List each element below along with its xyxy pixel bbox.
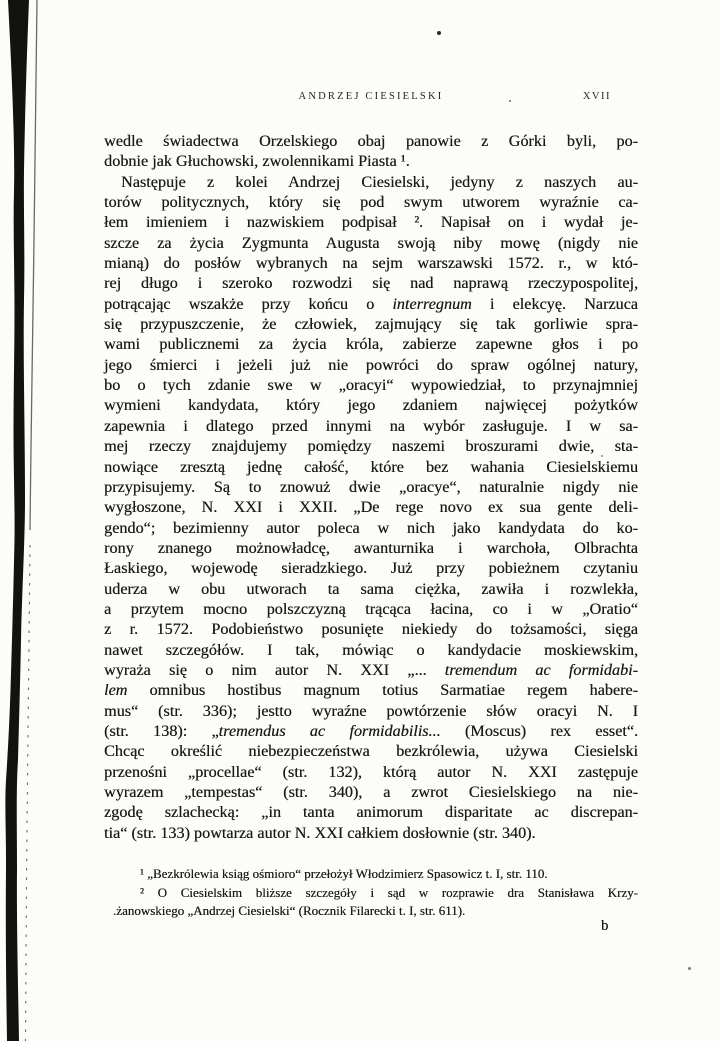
body-text-line: [104, 151, 638, 171]
text-segment: przypisujemy. Są to znowuż dwie „oracye“, naturalnie nigdy nie: [104, 477, 638, 496]
body-text-line: [104, 253, 638, 273]
body-text-line: [104, 640, 638, 660]
text-segment: z r. 1572. Podobieństwo posunięte niekiedy do tożsamości, sięga: [104, 620, 638, 639]
text-segment: rony znanego możnowładcę, awanturnika i warchoła, Olbrachta: [104, 538, 638, 557]
body-text-line: [104, 823, 638, 843]
body-text-line: [104, 375, 638, 395]
text-segment: dobnie jak Głuchowski, zwolennikami Piasta ¹.: [104, 152, 410, 171]
running-title: ANDRZEJ CIESIELSKI: [298, 91, 444, 102]
body-text-line: [104, 395, 638, 415]
text-segment: bo o tych zdanie swe w „oracyi“ wypowiedział, to przynajmniej: [104, 376, 638, 395]
body-text-line: [104, 558, 638, 578]
text-segment: mej rzeczy znajdujemy pomiędzy naszemi broszurami dwie, sta-: [104, 437, 638, 456]
body-text-line: [104, 457, 638, 477]
signature-mark: b: [601, 918, 609, 934]
text-segment: wygłoszone, N. XXI i XXII. „De rege novo ex sua gente deli-: [104, 498, 638, 517]
scan-speck: [509, 100, 511, 102]
text-segment: nawet szczegółów. I tak, mówiąc o kandydacie moskiewskim,: [104, 640, 638, 659]
body-text-line: [104, 518, 638, 538]
footnote-line: [113, 865, 638, 884]
body-text-line: [104, 802, 638, 822]
text-segment: .żanowskiego „Andrzej Ciesielski“ (Rocznik Filarecki t. I, str. 611).: [113, 903, 466, 919]
body-text-line: [104, 762, 638, 782]
body-text-line: [104, 436, 638, 456]
text-segment: uderza w obu utworach ta sama ciężka, zawiła i rozwlekła,: [104, 579, 638, 598]
italic-text-segment: tremendum ac formidabi-: [444, 660, 638, 679]
body-text-line: [104, 192, 638, 212]
text-segment: i elekcyę. Narzuca: [471, 294, 638, 313]
body-text-line: [104, 721, 638, 741]
text-segment: wyrazem „tempestas“ (str. 340), a zwrot Ciesielskiego na nie-: [104, 783, 638, 801]
text-segment: wami publicznemi za życia króla, zabierze zapewne głos i po: [104, 335, 638, 354]
text-segment: wyraża się o nim autor N. XXI „...: [104, 660, 445, 679]
gutter-shadow-band: [5, 0, 29, 1041]
text-segment: ² O Ciesielskim bliższe szczegóły i sąd w rozprawie dra Stanisława Krzy-: [140, 884, 638, 900]
text-segment: Łaskiego, wojewodę sieradzkiego. Już przy pobieżnem czytaniu: [104, 559, 638, 578]
text-segment: ¹ „Bezkrólewia ksiąg ośmioro“ przełożył Włodzimierz Spasowicz t. I, str. 110.: [140, 866, 548, 881]
body-text-line: [104, 579, 638, 599]
italic-text-segment: lem: [104, 681, 128, 700]
body-text-line: [104, 497, 638, 517]
text-segment: torów politycznych, który się pod swym utworem wyraźnie ca-: [104, 193, 638, 212]
binding-gutter-artifact: [0, 0, 52, 1041]
text-segment: gendo“; bezimienny autor poleca w nich jako kandydata do ko-: [104, 518, 638, 537]
text-segment: tia“ (str. 133) powtarza autor N. XXI całkiem dosłownie (str. 340).: [104, 823, 536, 842]
text-segment: nowiące zresztą jednę całość, które bez wahania Ciesielskiemu: [104, 457, 638, 476]
text-segment: jego śmierci i jeżeli już nie powróci do spraw ogólnej natury,: [104, 355, 638, 374]
footnote-line: [113, 902, 638, 921]
text-segment: wedle świadectwa Orzelskiego obaj panowie z Górki byli, po-: [104, 132, 638, 150]
body-text-line: [104, 212, 638, 232]
body-text-line: [104, 416, 638, 436]
text-segment: szcze za życia Zygmunta Augusta swoją niby mowę (nigdy nie: [104, 233, 638, 252]
scan-speck: [437, 31, 441, 35]
text-segment: omnibus hostibus magnum totius Sarmatiae regem habere-: [127, 681, 638, 700]
body-text-line: [104, 477, 638, 497]
text-segment: Chcąc określić niebezpieczeństwa bezkrólewia, używa Ciesielski: [104, 742, 638, 761]
scan-speck: [601, 455, 603, 457]
text-segment: wymieni kandydata, który jego zdaniem najwięcej pożytków: [104, 396, 638, 415]
gutter-crease-line-dashed: [26, 545, 31, 1041]
body-text-line: [104, 538, 638, 558]
text-segment: łem imieniem i nazwiskiem podpisał ². Napisał on i wydał je-: [104, 213, 638, 232]
scan-speck: [688, 967, 691, 970]
text-segment: (str. 138): „: [104, 721, 219, 740]
text-segment: (Moscus) rex esset“.: [440, 721, 638, 740]
body-text: [104, 131, 638, 843]
gutter-crease-line: [30, 0, 37, 530]
body-text-line: [104, 334, 638, 354]
body-text-line: [104, 680, 638, 700]
text-segment: zgodę szlachecką: „in tanta animorum disparitate ac discrepan-: [104, 803, 638, 822]
text-segment: rej długo i szeroko rozwodzi się nad naprawą rzeczypospolitej,: [104, 274, 638, 293]
text-segment: się przypuszczenie, że człowiek, zajmujący się tak gorliwie spra-: [104, 315, 638, 334]
running-header: [104, 91, 638, 107]
body-text-line: [104, 314, 638, 334]
body-text-line: [104, 131, 638, 151]
footnote-line: [113, 884, 638, 903]
text-segment: a przytem mocno polszczyzną trącąca łacina, co i w „Oratio“: [104, 599, 638, 618]
italic-text-segment: tremendus ac formidabilis...: [218, 721, 441, 740]
footnote-section: [113, 865, 638, 921]
text-segment: przenośni „procellae“ (str. 132), którą autor N. XXI zastępuje: [104, 762, 638, 781]
body-text-line: [104, 660, 638, 680]
body-text-line: [104, 294, 638, 314]
text-segment: Następuje z kolei Andrzej Ciesielski, jedyny z naszych au-: [121, 172, 638, 191]
body-text-line: [104, 172, 638, 192]
body-text-line: [104, 619, 638, 639]
italic-text-segment: interregnum: [392, 294, 472, 313]
body-text-line: [104, 233, 638, 253]
body-text-line: [104, 741, 638, 761]
body-text-line: [104, 273, 638, 293]
text-segment: mus“ (str. 336); jestto wyraźne powtórzenie słów oracyi N. I: [104, 701, 638, 720]
page-number: XVII: [582, 91, 611, 102]
text-segment: potrącając wszakże przy końcu o: [104, 294, 393, 313]
text-segment: zapewnia i dlatego przed innymi na wybór zasługuje. I w sa-: [104, 416, 638, 435]
body-text-line: [104, 782, 638, 802]
body-text-line: [104, 355, 638, 375]
text-segment: mianą) do posłów wybranych na sejm warszawski 1572. r., w któ-: [104, 254, 638, 273]
body-text-line: [104, 701, 638, 721]
body-text-line: [104, 599, 638, 619]
